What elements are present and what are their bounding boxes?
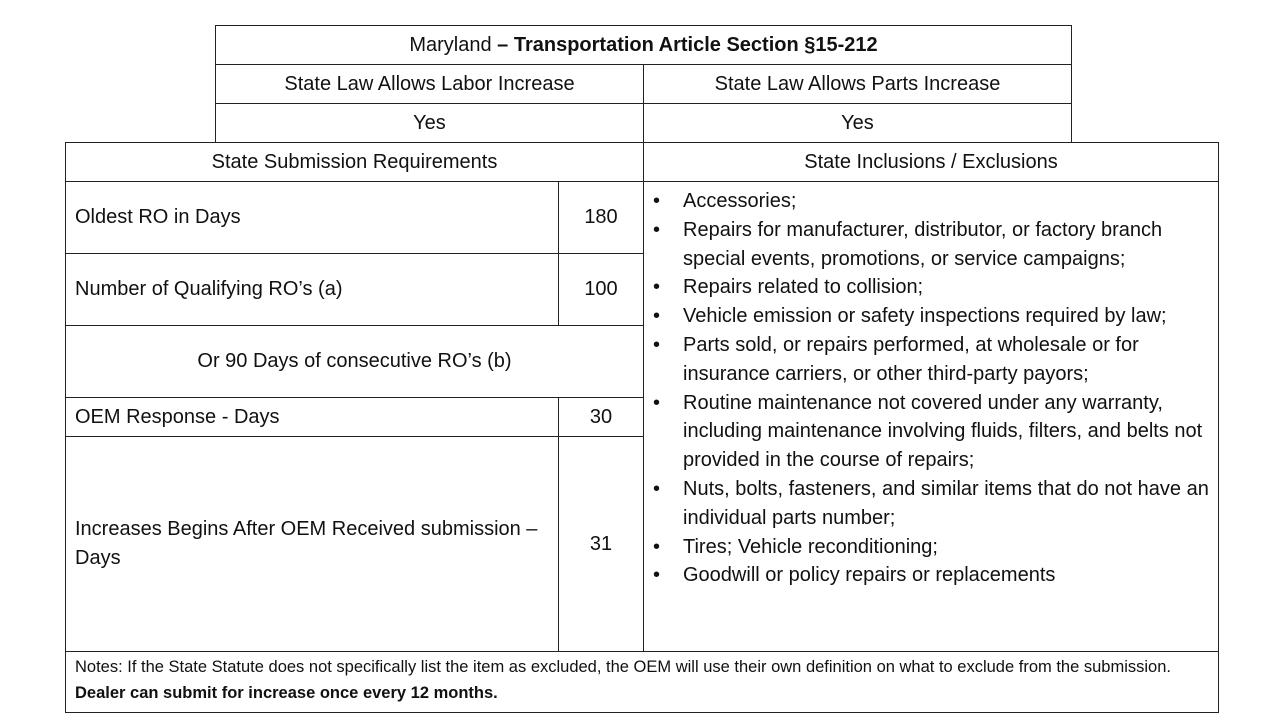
oldest-ro-value-text: 180 (584, 206, 618, 228)
oldest-ro-label (65, 181, 559, 254)
consecutive-ros-text: Or 90 Days of consecutive RO’s (b) (197, 350, 512, 372)
statute-title (215, 25, 1072, 65)
oem-response-label-text: OEM Response - Days (75, 405, 280, 428)
qualifying-ros-label (65, 253, 559, 326)
labor-increase-header (215, 64, 644, 104)
qualifying-ros-value-text: 100 (584, 278, 618, 300)
notes-row (65, 651, 1219, 713)
inclusions-heading-text: State Inclusions / Exclusions (804, 150, 1058, 173)
requirements-heading-text: State Submission Requirements (211, 150, 498, 173)
list-item: • Goodwill or policy repairs or replacements (644, 561, 1212, 590)
list-item: • Accessories; (644, 187, 1212, 216)
statute-reference: – Transportation Article Section §15-212 (497, 33, 878, 56)
oem-response-label (65, 397, 559, 437)
increase-begins-label-text: Increases Begins After OEM Received submission – Days (75, 518, 538, 569)
increase-begins-value-text: 31 (589, 532, 613, 555)
parts-value-text: Yes (841, 111, 874, 134)
labor-value-text: Yes (413, 111, 446, 134)
labor-increase-value (215, 103, 644, 143)
inclusions-list (644, 187, 1212, 590)
qualifying-ros-label-text: Number of Qualifying RO’s (a) (75, 278, 343, 300)
list-item: • Tires; Vehicle reconditioning; (644, 533, 1212, 562)
list-item: • Routine maintenance not covered under any warranty, including maintenance involving fluids, filters, and belts not provided in the course of repairs; (644, 389, 1212, 475)
consecutive-ros-row (65, 325, 644, 398)
oem-response-value-text: 30 (589, 405, 613, 428)
parts-increase-header (643, 64, 1072, 104)
oldest-ro-label-text: Oldest RO in Days (75, 206, 241, 228)
inclusions-exclusions-heading (643, 142, 1219, 182)
oem-response-value (558, 397, 644, 437)
parts-increase-value (643, 103, 1072, 143)
state-name: Maryland (409, 33, 492, 56)
qualifying-ros-value (558, 253, 644, 326)
oldest-ro-value (558, 181, 644, 254)
increase-begins-value (558, 436, 644, 652)
labor-increase-label: State Law Allows Labor Increase (284, 72, 575, 95)
list-item: • Nuts, bolts, fasteners, and similar items that do not have an individual parts number; (644, 475, 1212, 533)
notes-bold-text: Dealer can submit for increase once every 12 months. (75, 684, 498, 702)
list-item: • Parts sold, or repairs performed, at wholesale or for insurance carriers, or other third-party payors; (644, 331, 1212, 389)
inclusions-exclusions-cell (643, 181, 1219, 652)
list-item: • Vehicle emission or safety inspections required by law; (644, 302, 1212, 331)
list-item: • Repairs for manufacturer, distributor, or factory branch special events, promotions, or service campaigns; (644, 216, 1212, 274)
notes-text: Notes: If the State Statute does not specifically list the item as excluded, the OEM will use their own definition on what to exclude from the submission. (75, 658, 1171, 676)
increase-begins-label (65, 436, 559, 652)
submission-requirements-heading (65, 142, 644, 182)
parts-increase-label: State Law Allows Parts Increase (714, 72, 1001, 95)
list-item: • Repairs related to collision; (644, 273, 1212, 302)
